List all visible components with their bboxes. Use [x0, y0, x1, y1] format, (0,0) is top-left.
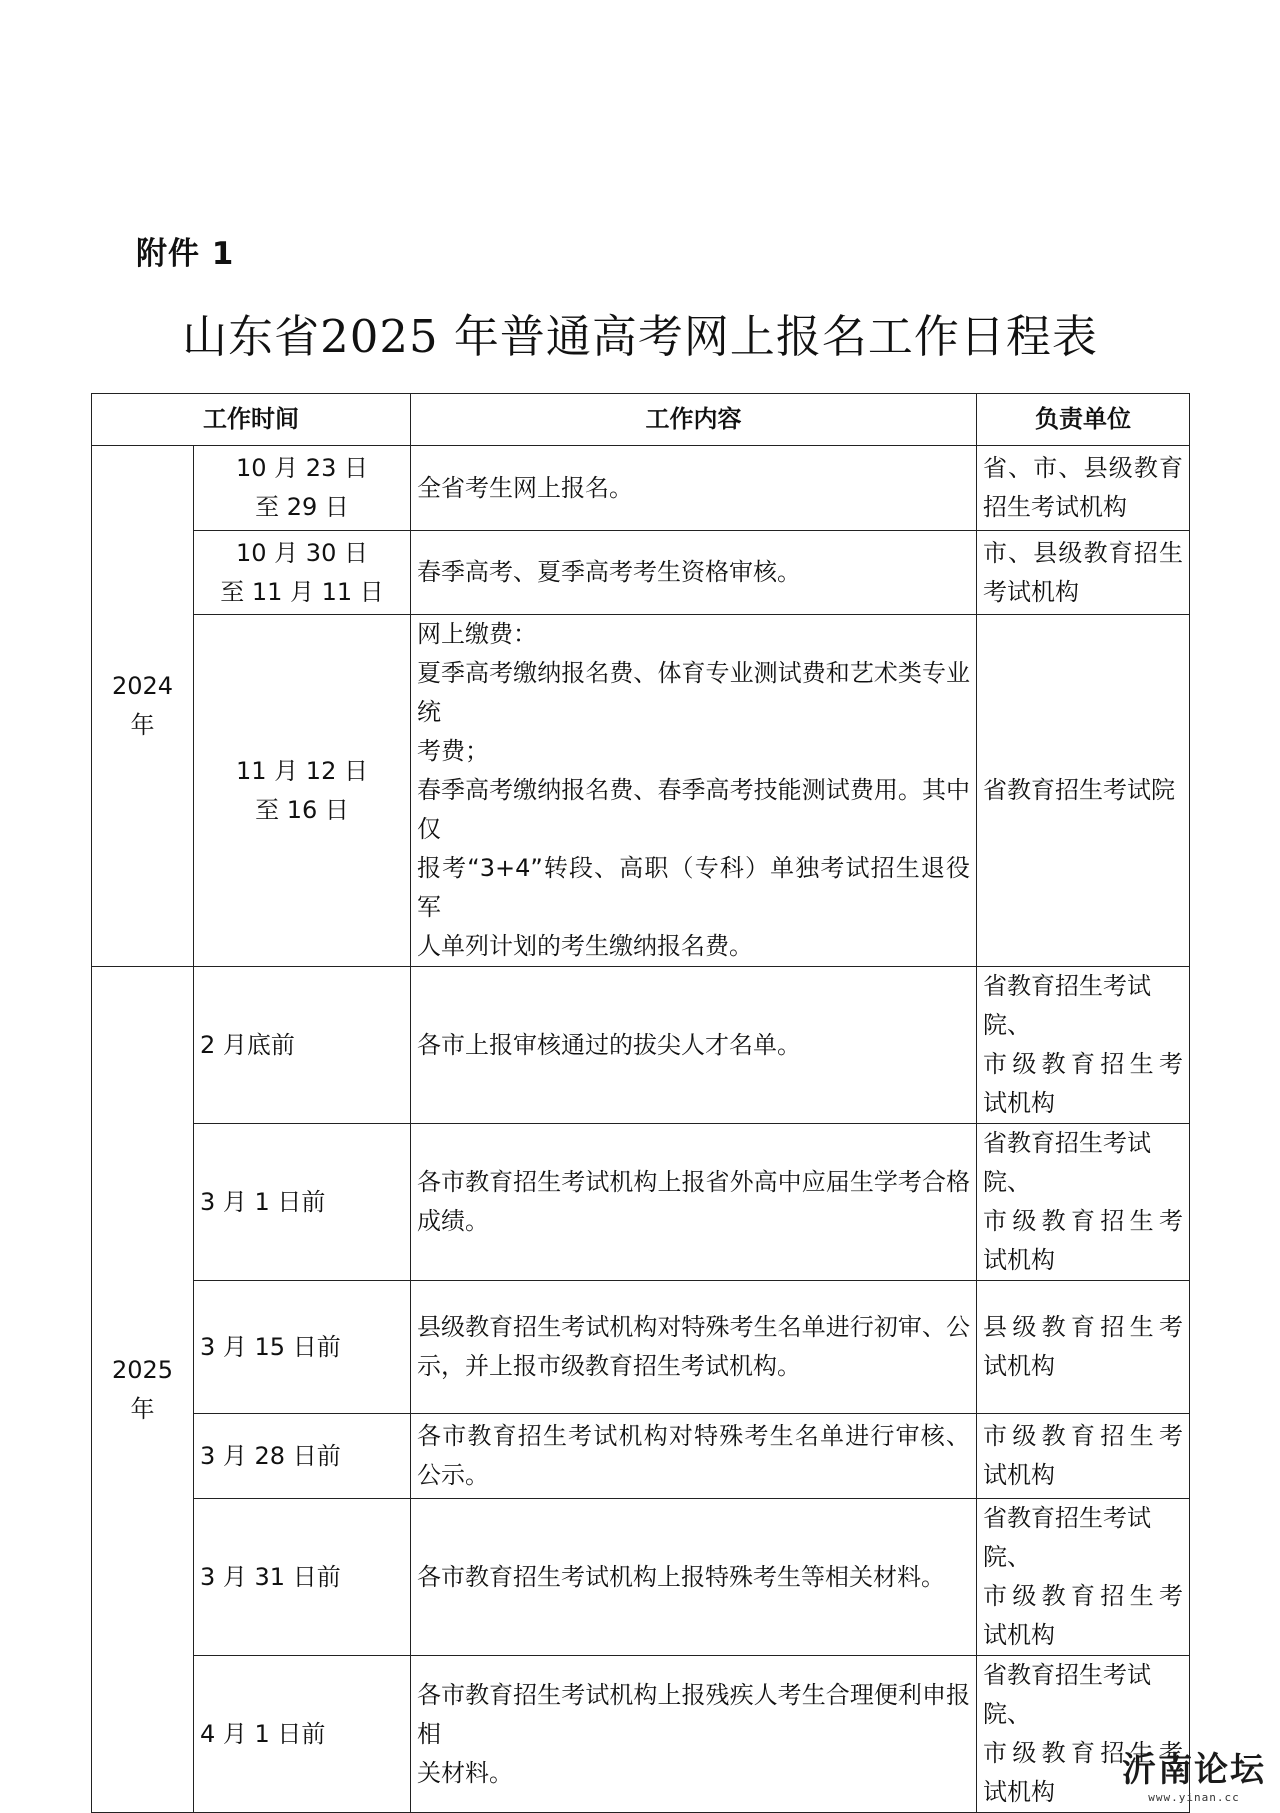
content-line: 各市教育招生考试机构上报省外高中应届生学考合格: [417, 1168, 970, 1196]
table-row: [92, 446, 1190, 531]
time-cell: [194, 1499, 411, 1656]
time-cell: [194, 1124, 411, 1281]
table-row: [92, 1281, 1190, 1414]
table-row: [92, 1414, 1190, 1499]
unit-line: 招生考试机构: [983, 493, 1127, 521]
content-cell: [411, 1414, 977, 1499]
content-line: 春季高考缴纳报名费、春季高考技能测试费用。其中仅: [417, 776, 970, 843]
content-line: 成绩。: [417, 1207, 489, 1235]
header-content: 工作内容: [411, 394, 977, 446]
unit-line: 市级教育招生考: [983, 1422, 1183, 1450]
header-time: 工作时间: [92, 394, 411, 446]
table-row: [92, 1656, 1190, 1813]
content-cell: [411, 1499, 977, 1656]
content-line: 全省考生网上报名。: [417, 473, 633, 502]
unit-line: 试机构: [983, 1778, 1055, 1806]
time-cell: [194, 446, 411, 531]
time-cell: [194, 615, 411, 967]
unit-line: 试机构: [983, 1246, 1055, 1274]
content-cell: [411, 446, 977, 531]
content-line: 夏季高考缴纳报名费、体育专业测试费和艺术类专业统: [417, 659, 970, 726]
unit-line: 省、市、县级教育: [983, 454, 1183, 482]
unit-line: 市级教育招生考: [983, 1739, 1183, 1767]
unit-line: 省教育招生考试院、: [983, 1129, 1151, 1196]
content-line: 公示。: [417, 1461, 489, 1489]
time-line: 至 11 月 11 日: [220, 577, 384, 606]
unit-cell: [977, 446, 1190, 531]
table-row: [92, 1124, 1190, 1281]
document-title: 山东省2025 年普通高考网上报名工作日程表: [182, 310, 1098, 363]
table-row: [92, 967, 1190, 1124]
year-cell-2024: 2024 年: [92, 446, 194, 967]
content-line: 人单列计划的考生缴纳报名费。: [417, 932, 753, 960]
unit-line: 省教育招生考试院、: [983, 1661, 1151, 1728]
content-line: 春季高考、夏季高考考生资格审核。: [417, 558, 801, 586]
time-line: 3 月 28 日前: [200, 1441, 341, 1470]
content-line: 各市教育招生考试机构上报残疾人考生合理便利申报相: [417, 1680, 970, 1748]
unit-cell: [977, 1124, 1190, 1281]
content-line: 县级教育招生考试机构对特殊考生名单进行初审、公: [417, 1313, 970, 1341]
time-line: 2 月底前: [200, 1030, 295, 1059]
watermark-url: www.yinan.cc: [1148, 1791, 1240, 1804]
attachment-label: 附件 1: [136, 236, 235, 272]
unit-cell: [977, 1414, 1190, 1499]
content-line: 关材料。: [417, 1758, 513, 1787]
unit-cell: [977, 1281, 1190, 1414]
time-cell: [194, 1281, 411, 1414]
time-line: 至 16 日: [255, 795, 349, 824]
time-line: 3 月 15 日前: [200, 1332, 341, 1361]
content-cell: [411, 1656, 977, 1813]
unit-cell: [977, 1499, 1190, 1656]
time-line: 至 29 日: [255, 493, 349, 521]
content-line: 各市教育招生考试机构上报特殊考生等相关材料。: [417, 1562, 945, 1591]
time-line: 10 月 30 日: [236, 538, 368, 567]
content-line: 示，并上报市级教育招生考试机构。: [417, 1352, 801, 1380]
content-line: 各市上报审核通过的拔尖人才名单。: [417, 1030, 801, 1059]
unit-line: 考试机构: [983, 577, 1079, 606]
time-line: 10 月 23 日: [236, 454, 368, 482]
time-cell: [194, 967, 411, 1124]
unit-line: 试机构: [983, 1352, 1055, 1380]
content-line: 网上缴费：: [417, 620, 537, 648]
unit-line: 市级教育招生考: [983, 1582, 1183, 1610]
time-line: 3 月 31 日前: [200, 1562, 341, 1591]
unit-line: 市级教育招生考: [983, 1050, 1183, 1078]
unit-cell: [977, 967, 1190, 1124]
content-line: 各市教育招生考试机构对特殊考生名单进行审核、: [417, 1422, 970, 1450]
time-line: 4 月 1 日前: [200, 1719, 326, 1748]
unit-cell: [977, 615, 1190, 967]
content-cell: [411, 967, 977, 1124]
time-cell: [194, 1656, 411, 1813]
schedule-table: [91, 393, 1190, 1813]
table-row: [92, 1499, 1190, 1656]
watermark: [1122, 1742, 1266, 1804]
content-cell: [411, 1124, 977, 1281]
table-row: [92, 531, 1190, 615]
content-line: 报考“3+4”转段、高职（专科）单独考试招生退役军: [417, 854, 970, 921]
unit-line: 市级教育招生考: [983, 1207, 1183, 1235]
unit-line: 试机构: [983, 1089, 1055, 1117]
content-cell: [411, 531, 977, 615]
unit-line: 省教育招生考试院、: [983, 1504, 1151, 1571]
content-line: 考费；: [417, 737, 489, 765]
unit-line: 市、县级教育招生: [983, 538, 1183, 567]
table-row: [92, 615, 1190, 967]
unit-cell: [977, 531, 1190, 615]
content-cell: [411, 1281, 977, 1414]
table-header-row: [92, 394, 1190, 446]
time-line: 11 月 12 日: [236, 756, 368, 785]
time-line: 3 月 1 日前: [200, 1187, 326, 1216]
time-cell: [194, 1414, 411, 1499]
unit-line: 试机构: [983, 1621, 1055, 1649]
header-unit: 负责单位: [977, 394, 1190, 446]
unit-line: 试机构: [983, 1461, 1055, 1489]
time-cell: [194, 531, 411, 615]
content-cell: [411, 615, 977, 967]
watermark-text: 沂南论坛: [1122, 1750, 1266, 1790]
unit-line: 省教育招生考试院、: [983, 972, 1151, 1039]
unit-line: 县级教育招生考: [983, 1313, 1183, 1341]
year-cell-2025: 2025 年: [92, 967, 194, 1813]
unit-line: 省教育招生考试院: [983, 776, 1175, 804]
